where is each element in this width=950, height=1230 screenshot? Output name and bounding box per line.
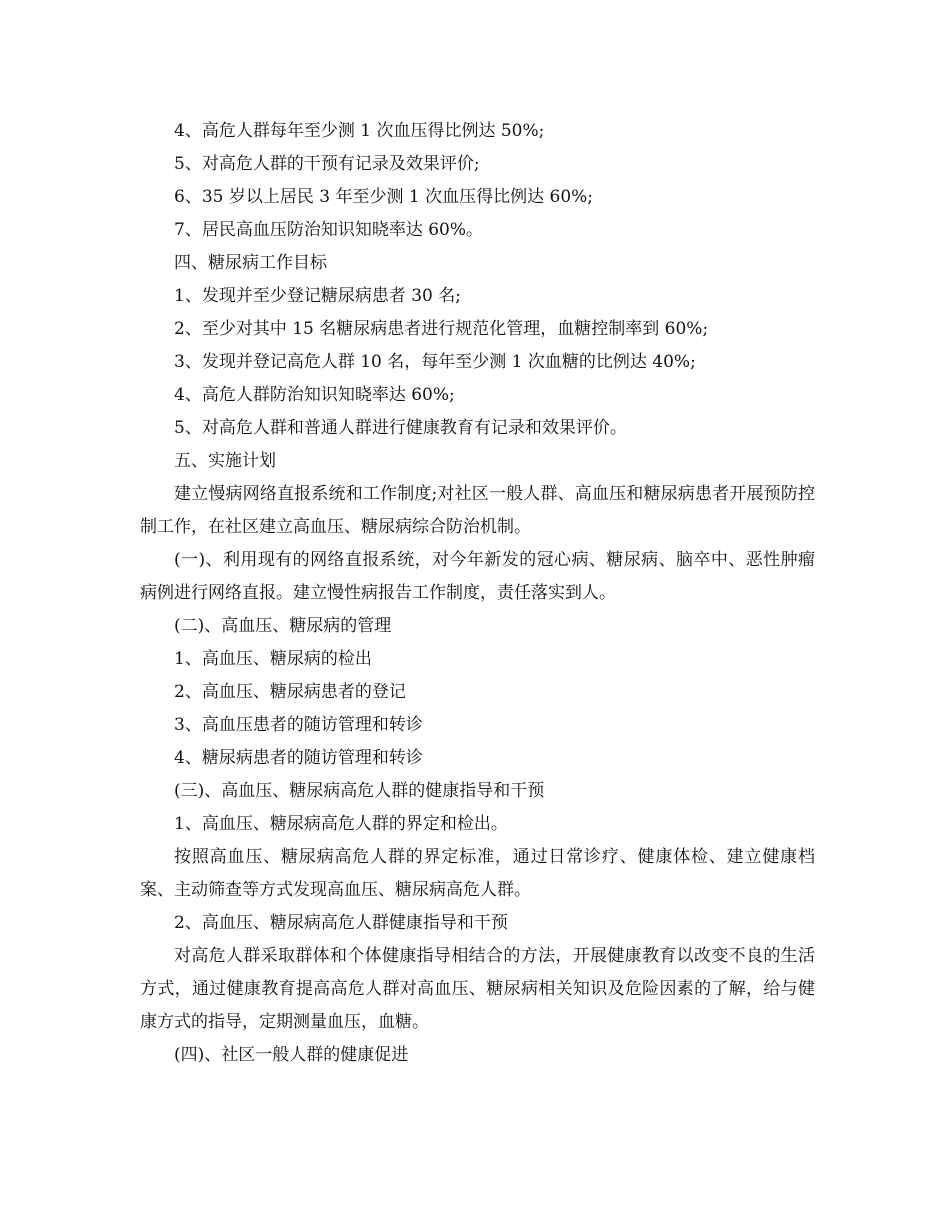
paragraph: 7、居民高血压防治知识知晓率达 60%。	[174, 220, 484, 240]
paragraph: 3、发现并登记高危人群 10 名，每年至少测 1 次血糖的比例达 40%;	[174, 352, 696, 372]
paragraph: 4、糖尿病患者的随访管理和转诊	[174, 748, 423, 768]
paragraph: 4、高危人群防治知识知晓率达 60%;	[174, 385, 455, 405]
paragraph: 2、高血压、糖尿病高危人群健康指导和干预	[174, 913, 508, 933]
paragraph: 1、高血压、糖尿病的检出	[174, 649, 372, 669]
paragraph: 5、对高危人群和普通人群进行健康教育有记录和效果评价。	[174, 418, 627, 438]
subsection-heading: (三)、高血压、糖尿病高危人群的健康指导和干预	[174, 781, 545, 801]
subsection-heading: (四)、社区一般人群的健康促进	[174, 1045, 409, 1065]
paragraph: 1、高血压、糖尿病高危人群的界定和检出。	[174, 814, 508, 834]
section-heading: 四、糖尿病工作目标	[174, 253, 327, 273]
paragraph: 2、高血压、糖尿病患者的登记	[174, 682, 406, 702]
paragraph: 建立慢病网络直报系统和工作制度;对社区一般人群、高血压和糖尿病患者开展预防控制工作，在社区建立高血压、糖尿病综合防治机制。	[140, 484, 815, 537]
paragraph: (一)、利用现有的网络直报系统，对今年新发的冠心病、糖尿病、脑卒中、恶性肿瘤病例进行网络直报。建立慢性病报告工作制度，责任落实到人。	[140, 550, 815, 603]
document-body	[140, 115, 815, 1072]
paragraph: 对高危人群采取群体和个体健康指导相结合的方法，开展健康教育以改变不良的生活方式，通过健康教育提高高危人群对高血压、糖尿病相关知识及危险因素的了解，给与健康方式的指导，定期测量血压，血糖。	[140, 946, 815, 1032]
section-heading: 五、实施计划	[174, 451, 276, 471]
paragraph: 2、至少对其中 15 名糖尿病患者进行规范化管理，血糖控制率到 60%;	[174, 319, 709, 339]
paragraph: 6、35 岁以上居民 3 年至少测 1 次血压得比例达 60%;	[174, 187, 594, 207]
paragraph: 5、对高危人群的干预有记录及效果评价;	[174, 154, 480, 174]
paragraph: 3、高血压患者的随访管理和转诊	[174, 715, 423, 735]
paragraph: 按照高血压、糖尿病高危人群的界定标准，通过日常诊疗、健康体检、建立健康档案、主动筛查等方式发现高血压、糖尿病高危人群。	[140, 847, 815, 900]
subsection-heading: (二)、高血压、糖尿病的管理	[174, 616, 392, 636]
paragraph: 4、高危人群每年至少测 1 次血压得比例达 50%;	[174, 121, 545, 141]
paragraph: 1、发现并至少登记糖尿病患者 30 名;	[174, 286, 461, 306]
